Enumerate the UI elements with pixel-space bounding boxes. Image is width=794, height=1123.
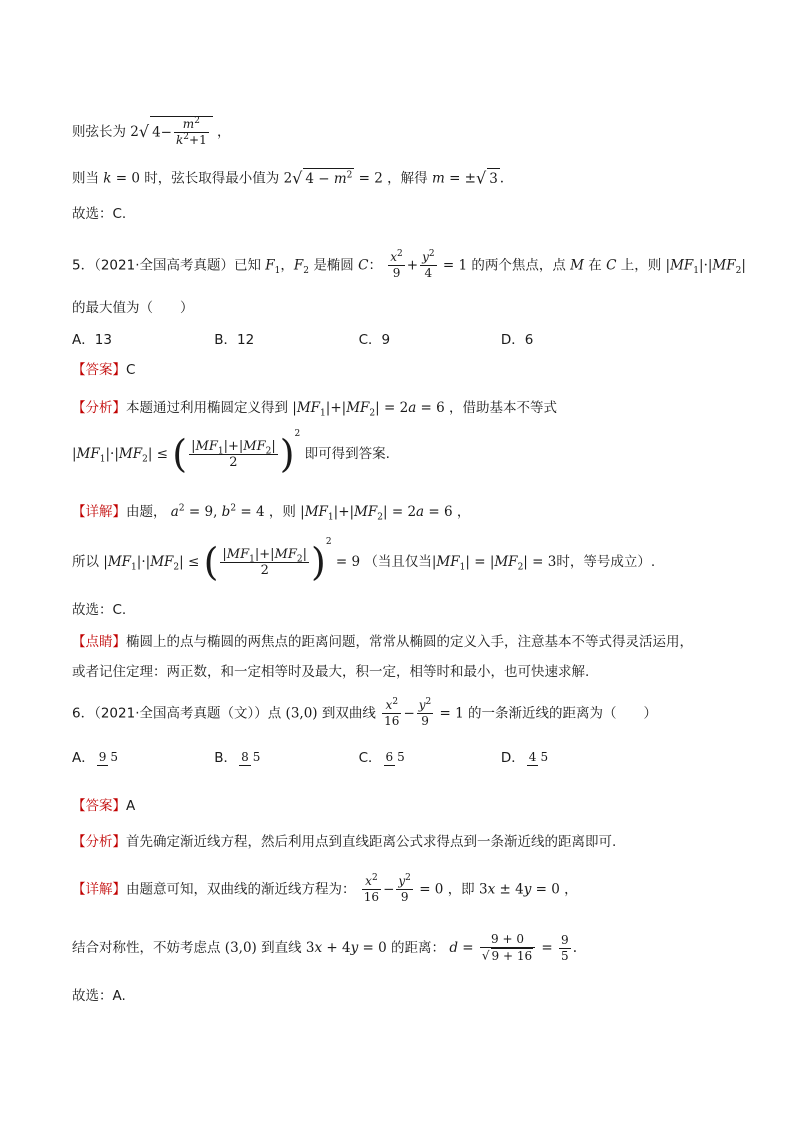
- q6-option-b: B． 8 5: [214, 750, 261, 766]
- q5-detail: 【详解】由题， $a^2 = 9$, $b^2 = 4$ ，则 $|MF_1|+|MF_2| = 2a = 6$ ，: [72, 503, 471, 523]
- detail-tag: 【详解】: [72, 504, 126, 520]
- q6-distance: 结合对称性，不妨考虑点 (3,0) 到直线 3x + 4y = 0 的距离： d = $\frac{9 + 0}{√ 9 + 16}$ = $\frac{9}{5}$ .: [72, 932, 577, 963]
- q6-option-d: D． 4 5: [500, 750, 549, 766]
- q5-choice: 故选：C.: [72, 602, 127, 618]
- choice-line: 故选：C.: [72, 206, 127, 222]
- q5-option-b: B．12: [214, 332, 255, 348]
- answer-tag: 【答案】: [72, 798, 126, 814]
- q6-analysis: 【分析】首先确定渐近线方程，然后利用点到直线距离公式求得点到一条渐近线的距离即可.: [72, 834, 617, 850]
- q5-stem-line2: 的最大值为（ ）: [72, 300, 194, 316]
- q5-analysis: 【分析】本题通过利用椭圆定义得到 $|MF_1|+|MF_2| = 2a = 6$ ，借助基本不等式: [72, 400, 558, 419]
- q5-comment-line2: 或者记住定理：两正数，和一定相等时及最大，积一定，相等时和最小，也可快速求解.: [72, 664, 590, 680]
- q5-option-a: A．13: [72, 332, 112, 348]
- chord-radicand: 4− $\frac{m^2}{k^2+1}$: [150, 116, 213, 148]
- q5-option-c: C．9: [358, 332, 391, 348]
- q5-option-d: D．6: [500, 332, 534, 348]
- q6-option-c: C． 6 5: [358, 750, 405, 766]
- q6-detail: 【详解】由题意可知，双曲线的渐近线方程为： $\frac{x^2}{16}$ − $\frac{y^2}{9}$ = 0 ，即 3x ± 4y = 0 ，: [72, 873, 578, 904]
- q6-choice: 故选：A.: [72, 988, 126, 1004]
- q5-inequality: $|MF_1|\cdot|MF_2|$ ≤ ( $\frac{|MF_1|+|MF_2|}{2}$ )$^2$ 即可得到答案.: [72, 429, 390, 476]
- q5-stem: 5．（2021·全国高考真题）已知 $F_1$，$F_2$ 是椭圆 C： $\frac{x^2}{9}$ + $\frac{y^2}{4}$ = 1 的两个焦点，点 M 在 C 上，则 $|MF_1|\cdot|MF_2|$: [72, 249, 746, 280]
- sqrt-sign: √: [138, 122, 150, 141]
- analysis-tag: 【分析】: [72, 834, 126, 850]
- chord-length-line: 则弦长为 2√ 4− $\frac{m^2}{k^2+1}$ ，: [72, 116, 231, 147]
- q5-options: [72, 330, 533, 350]
- answer-tag: 【答案】: [72, 362, 126, 378]
- detail-tag: 【详解】: [72, 881, 126, 898]
- fraction: $\frac{m^2}{k^2+1}$: [176, 116, 207, 147]
- analysis-tag: 【分析】: [72, 400, 126, 416]
- q5-comment-line1: 【点睛】椭圆上的点与椭圆的两焦点的距离问题，常常从椭圆的定义入手，注意基本不等式得灵活运用，: [72, 634, 693, 650]
- q6-stem: 6．（2021·全国高考真题（文））点 (3,0) 到双曲线 $\frac{x^2}{16}$ − $\frac{y^2}{9}$ = 1 的一条渐近线的距离为（ ）: [72, 697, 658, 728]
- min-value-line: 则当 k = 0 时，弦长取得最小值为 2√ $4 - m^2 = 2$ ，解得 m = ±√ 3 .: [72, 168, 505, 188]
- q6-options: [72, 748, 552, 768]
- q5-answer: 【答案】C: [72, 362, 136, 378]
- q6-option-a: A． 9 5: [72, 750, 119, 766]
- comment-tag: 【点睛】: [72, 634, 126, 650]
- q5-conclusion: 所以 $|MF_1|\cdot|MF_2|$ ≤ ( $\frac{|MF_1|+|MF_2|}{2}$ )$^2$ = 9 （当且仅当$|MF_1| = |MF_2| = 3$时，等号成立）.: [72, 537, 656, 584]
- q6-answer: 【答案】A: [72, 798, 136, 814]
